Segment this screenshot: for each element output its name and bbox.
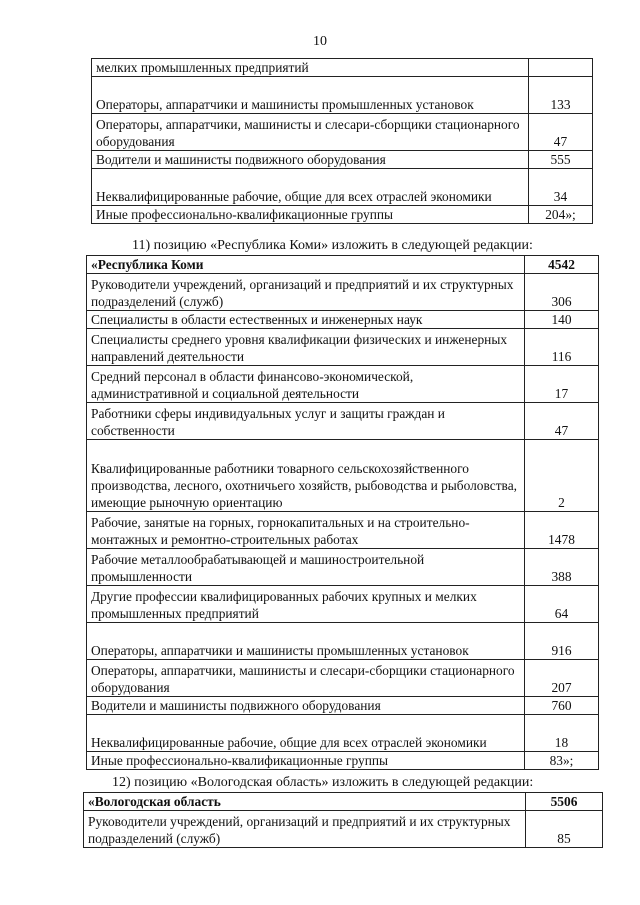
section-11-instruction: 11) позицию «Республика Коми» изложить в следующей редакции:	[132, 238, 533, 253]
region-total: 4542	[525, 256, 599, 274]
row-label: Операторы, аппаратчики и машинисты промышленных установок	[92, 77, 529, 114]
region-name: «Вологодская область	[84, 793, 526, 811]
row-value: 17	[525, 366, 599, 403]
table-row	[87, 274, 599, 311]
occupation-table-1	[91, 58, 593, 224]
row-label: мелких промышленных предприятий	[92, 59, 529, 77]
row-label: Рабочие металлообрабатывающей и машиностроительной промышленности	[87, 549, 525, 586]
table-row	[87, 549, 599, 586]
table-row	[87, 623, 599, 660]
komi-republic-table	[86, 255, 599, 770]
row-label: Водители и машинисты подвижного оборудования	[87, 697, 525, 715]
row-label: Другие профессии квалифицированных рабочих крупных и мелких промышленных предприятий	[87, 586, 525, 623]
row-value: 85	[526, 811, 603, 848]
row-label: Неквалифицированные рабочие, общие для всех отраслей экономики	[92, 169, 529, 206]
table-row	[87, 440, 599, 512]
table-row	[87, 715, 599, 752]
vologda-region-table	[83, 792, 603, 848]
row-value: 204»;	[529, 206, 593, 224]
row-label: Квалифицированные работники товарного сельскохозяйственного производства, лесного, охотничьего хозяйств, рыбоводства и рыболовства, имеющие рыночную ориентацию	[87, 440, 525, 512]
row-value: 140	[525, 311, 599, 329]
table-row	[92, 59, 593, 77]
table-row	[87, 366, 599, 403]
table-row	[84, 811, 603, 848]
row-value	[529, 59, 593, 77]
row-value: 1478	[525, 512, 599, 549]
table-row	[87, 512, 599, 549]
row-label: Водители и машинисты подвижного оборудования	[92, 151, 529, 169]
row-value: 916	[525, 623, 599, 660]
row-value: 18	[525, 715, 599, 752]
row-label: Руководители учреждений, организаций и предприятий и их структурных подразделений (служб)	[87, 274, 525, 311]
row-label: Специалисты среднего уровня квалификации физических и инженерных направлений деятельности	[87, 329, 525, 366]
row-value: 2	[525, 440, 599, 512]
row-label: Рабочие, занятые на горных, горнокапитальных и на строительно-монтажных и ремонтно-строительных работах	[87, 512, 525, 549]
row-value: 133	[529, 77, 593, 114]
row-value: 306	[525, 274, 599, 311]
row-label: Иные профессионально-квалификационные группы	[92, 206, 529, 224]
row-label: Руководители учреждений, организаций и предприятий и их структурных подразделений (служб)	[84, 811, 526, 848]
row-value: 116	[525, 329, 599, 366]
table-row	[87, 697, 599, 715]
table-row	[92, 114, 593, 151]
row-value: 760	[525, 697, 599, 715]
section-12-instruction: 12) позицию «Вологодская область» изложить в следующей редакции:	[112, 775, 534, 790]
table-row	[87, 329, 599, 366]
table-row	[92, 206, 593, 224]
table-row	[87, 752, 599, 770]
table-header-row	[87, 256, 599, 274]
row-label: Неквалифицированные рабочие, общие для всех отраслей экономики	[87, 715, 525, 752]
row-value: 207	[525, 660, 599, 697]
row-label: Работники сферы индивидуальных услуг и защиты граждан и собственности	[87, 403, 525, 440]
row-value: 388	[525, 549, 599, 586]
table-header-row	[84, 793, 603, 811]
table-row	[87, 586, 599, 623]
table-row	[87, 660, 599, 697]
table-row	[87, 311, 599, 329]
row-label: Иные профессионально-квалификационные группы	[87, 752, 525, 770]
row-label: Средний персонал в области финансово-экономической, административной и социальной деятельности	[87, 366, 525, 403]
row-value: 555	[529, 151, 593, 169]
row-value: 47	[525, 403, 599, 440]
row-label: Специалисты в области естественных и инженерных наук	[87, 311, 525, 329]
table-row	[92, 151, 593, 169]
row-label: Операторы, аппаратчики, машинисты и слесари-сборщики стационарного оборудования	[87, 660, 525, 697]
row-value: 83»;	[525, 752, 599, 770]
table-row	[92, 169, 593, 206]
row-value: 34	[529, 169, 593, 206]
page-number: 10	[313, 34, 327, 49]
region-name: «Республика Коми	[87, 256, 525, 274]
row-value: 64	[525, 586, 599, 623]
row-label: Операторы, аппаратчики и машинисты промышленных установок	[87, 623, 525, 660]
table-row	[92, 77, 593, 114]
row-label: Операторы, аппаратчики, машинисты и слесари-сборщики стационарного оборудования	[92, 114, 529, 151]
row-value: 47	[529, 114, 593, 151]
table-row	[87, 403, 599, 440]
region-total: 5506	[526, 793, 603, 811]
